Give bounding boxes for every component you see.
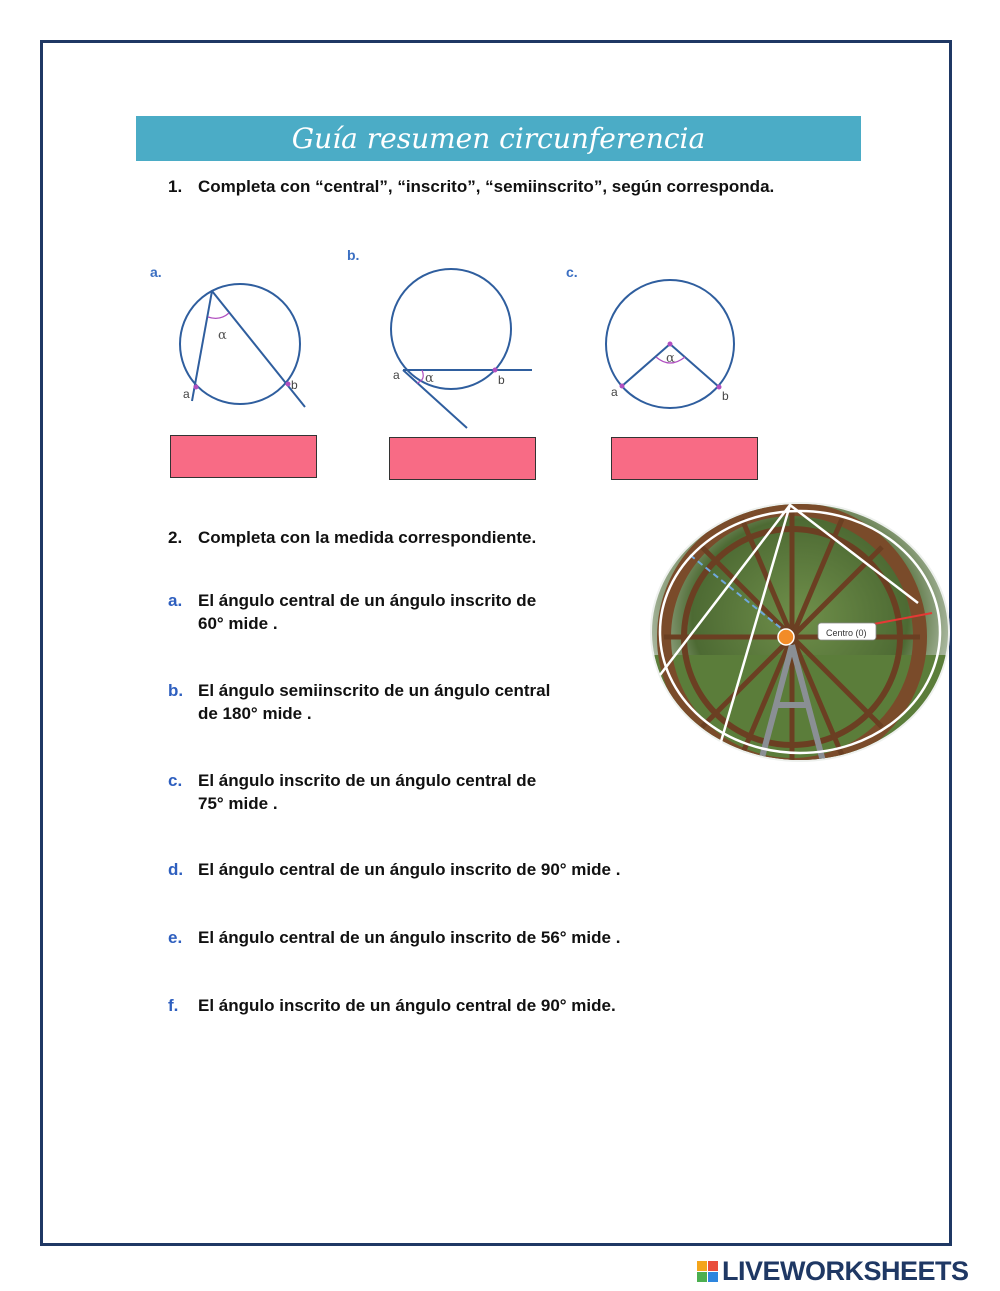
figure-a-angle-arc [208,313,229,318]
item-e-letter: e. [168,928,183,947]
figure-a-label-b: b [291,378,298,392]
answer-input-c[interactable] [611,437,758,480]
figure-b-label-a: a [393,368,400,382]
question-1-text: Completa con “central”, “inscrito”, “semiinscrito”, según corresponda. [198,177,775,196]
figure-a-point-a [194,385,199,390]
item-b-line-2: de 180° mide . [198,704,312,723]
item-a-line-1: El ángulo central de un ángulo inscrito de [198,591,537,610]
item-d-letter: d. [168,860,184,879]
brand-logo-icon [697,1261,718,1282]
answer-input-b[interactable] [389,437,536,480]
item-b-line-1: El ángulo semiinscrito de un ángulo central [198,681,551,700]
figure-a-alpha: α [218,328,227,343]
item-c-letter: c. [168,771,183,790]
item-a-text [198,589,536,635]
item-a-line-2: 60° mide . [198,614,278,633]
figure-b-label: b. [347,247,360,263]
figure-a-ray-1 [192,291,212,401]
figure-b-alpha: α [425,371,434,386]
figure-c-point-b [717,385,722,390]
page-title: Guía resumen circunferencia [136,116,861,161]
item-a-letter: a. [168,591,183,610]
item-c-line-2: 75° mide . [198,794,278,813]
question-1-number: 1. [168,177,183,196]
figure-c-radius-2 [670,344,719,387]
geometry-center-point [778,629,794,645]
brand-name: LIVEWORKSHEETS [722,1255,969,1286]
figure-b-semiinscribed [340,240,540,430]
item-e-text: El ángulo central de un ángulo inscrito de 56° mide . [198,928,621,947]
footer-brand [697,1256,969,1286]
figure-c-radius-1 [622,344,670,386]
figure-a-label: a. [150,264,162,280]
question-1 [168,175,774,198]
figure-c-center-point [668,342,673,347]
item-b-text [198,679,550,725]
figure-b-point-b [493,368,498,373]
question-2-text: Completa con la medida correspondiente. [198,528,537,547]
figure-c-point-a [620,384,625,389]
figure-a-inscribed [145,255,315,415]
figure-c-label-a: a [611,385,618,399]
center-label: Centro (0) [826,628,867,638]
answer-input-a[interactable] [170,435,317,478]
item-f-letter: f. [168,996,179,1015]
item-b-letter: b. [168,681,184,700]
figure-c-label-b: b [722,389,729,403]
figure-c-label: c. [566,264,578,280]
question-2-number: 2. [168,528,183,547]
water-wheel-photo [650,495,950,765]
item-d-text: El ángulo central de un ángulo inscrito de 90° mide . [198,860,621,879]
figure-a-label-a: a [183,387,190,401]
item-c-line-1: El ángulo inscrito de un ángulo central de [198,771,537,790]
item-c-text [198,769,536,815]
figure-c-central [562,255,752,415]
question-2 [168,526,536,549]
item-f-text: El ángulo inscrito de un ángulo central de 90° mide. [198,996,616,1015]
figure-c-alpha: α [666,351,675,366]
figure-a-point-b [286,382,291,387]
figure-b-label-b: b [498,373,505,387]
figure-b-tangent [403,370,467,428]
